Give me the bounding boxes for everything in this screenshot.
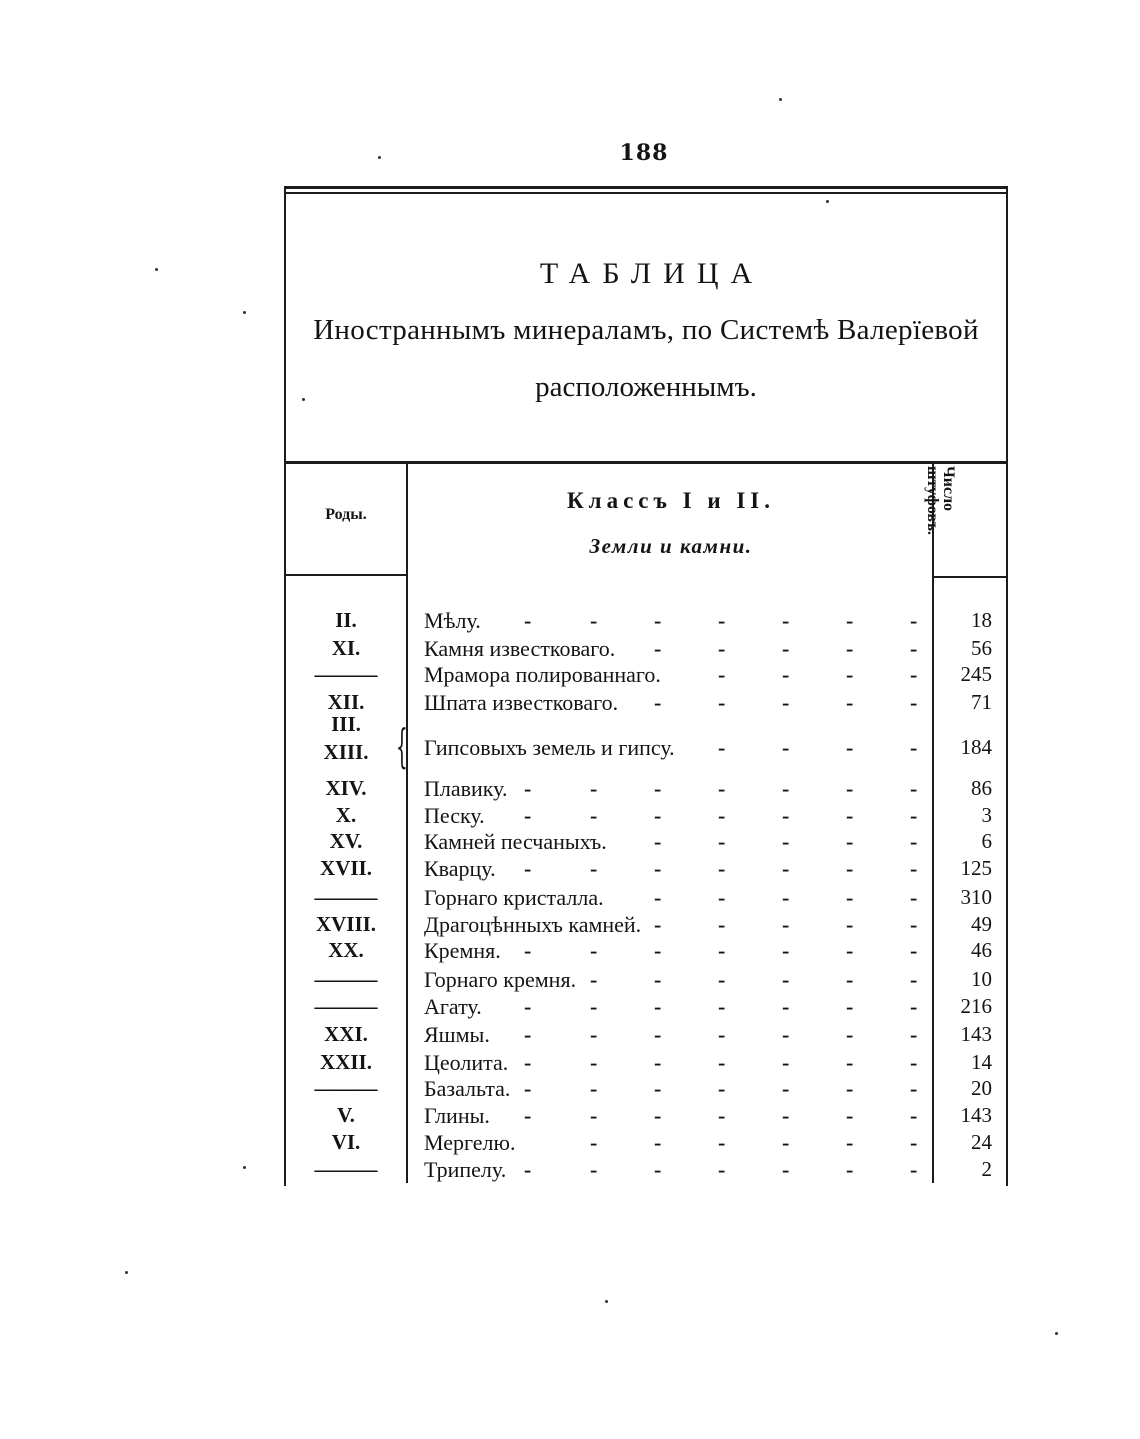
scan-speck (302, 398, 305, 401)
class-subtitle: Земли и камни. (589, 534, 753, 558)
specimen-count: 24 (971, 1130, 992, 1154)
leader-dash: - (846, 829, 854, 854)
leader-dash: - (590, 776, 598, 801)
genus-cell: XVII. (320, 856, 372, 880)
scan-speck (125, 1271, 128, 1274)
leader-dash: - (590, 1022, 598, 1047)
leader-dash: - (524, 1022, 532, 1047)
leader-dash: - (718, 994, 726, 1019)
genus-cell: XV. (329, 829, 363, 853)
mineral-name: Камней песчаныхъ. (424, 829, 607, 854)
leader-dash: - (718, 1050, 726, 1075)
leader-dash: - (524, 856, 532, 881)
table-subtitle-line-2: расположеннымъ. (535, 371, 757, 403)
mineral-name: Драгоцѣнныхъ камней. (424, 912, 642, 937)
leader-dash: - (910, 1076, 918, 1101)
leader-dash: - (910, 1022, 918, 1047)
leader-dash: - (718, 776, 726, 801)
genus-column-header: Роды. (325, 506, 367, 523)
leader-dash: - (782, 829, 790, 854)
leader-dash: - (846, 856, 854, 881)
leader-dash: - (782, 690, 790, 715)
leader-dash: - (846, 1050, 854, 1075)
leader-dash: - (590, 856, 598, 881)
leader-dash: - (718, 829, 726, 854)
scan-speck (605, 1300, 608, 1303)
specimen-count: 56 (971, 636, 992, 660)
leader-dash: - (718, 1130, 726, 1155)
leader-dash: - (590, 967, 598, 992)
leader-dash: - (524, 1050, 532, 1075)
leader-dash: - (718, 856, 726, 881)
specimen-count: 14 (971, 1050, 992, 1074)
specimen-count: 143 (960, 1103, 992, 1127)
leader-dash: - (654, 1157, 662, 1182)
specimen-count: 2 (981, 1157, 992, 1181)
specimen-count: 10 (971, 967, 992, 991)
count-column-header (924, 466, 956, 578)
leader-dash: - (782, 608, 790, 633)
leader-dash: - (910, 967, 918, 992)
mineral-name: Мрамора полированнаго. (424, 662, 661, 687)
leader-dash: - (654, 912, 662, 937)
leader-dash: - (846, 885, 854, 910)
scan-speck (378, 156, 381, 159)
leader-dash: - (718, 636, 726, 661)
leader-dash: - (782, 636, 790, 661)
leader-dash: - (524, 608, 532, 633)
leader-dash: - (846, 1130, 854, 1155)
scan-speck (243, 1166, 246, 1169)
table-row (0, 1103, 1140, 1130)
leader-dash: - (654, 885, 662, 910)
leader-dash: - (718, 885, 726, 910)
scan-speck (243, 311, 246, 314)
table-row (0, 1157, 1140, 1184)
specimen-count: 71 (971, 690, 992, 714)
mineral-name: Мергелю. (424, 1130, 516, 1155)
leader-dash: - (782, 803, 790, 828)
leader-dash: - (782, 1103, 790, 1128)
specimen-count: 6 (981, 829, 992, 853)
table-row (0, 938, 1140, 965)
leader-dash: - (524, 1157, 532, 1182)
leader-dash: - (782, 1157, 790, 1182)
scan-speck (779, 98, 782, 101)
leader-dash: - (910, 636, 918, 661)
leader-dash: - (524, 1076, 532, 1101)
specimen-count: 216 (960, 994, 992, 1018)
genus-cell: ——— (314, 885, 378, 909)
genus-cell: VI. (331, 1130, 361, 1154)
table-row (0, 829, 1140, 856)
genus-cell: XIV. (325, 776, 367, 800)
leader-dash: - (782, 1050, 790, 1075)
specimen-count: 245 (960, 662, 992, 686)
leader-dash: - (910, 803, 918, 828)
leader-dash: - (718, 938, 726, 963)
leader-dash: - (910, 662, 918, 687)
leader-dash: - (910, 885, 918, 910)
leader-dash: - (654, 829, 662, 854)
leader-dash: - (524, 938, 532, 963)
leader-dash: - (524, 1103, 532, 1128)
leader-dash: - (782, 967, 790, 992)
leader-dash: - (524, 803, 532, 828)
leader-dash: - (846, 1076, 854, 1101)
leader-dash: - (590, 1103, 598, 1128)
mineral-name: Кремня. (424, 938, 501, 963)
leader-dash: - (846, 803, 854, 828)
mineral-name: Трипелу. (424, 1157, 507, 1182)
table-row (0, 690, 1140, 717)
mineral-name: Горнаго кристалла. (424, 885, 604, 910)
leader-dash: - (654, 1103, 662, 1128)
leader-dash: - (718, 803, 726, 828)
mineral-name: Агату. (424, 994, 482, 1019)
leader-dash: - (718, 1022, 726, 1047)
mineral-name: Яшмы. (424, 1022, 490, 1047)
leader-dash: - (846, 690, 854, 715)
leader-dash: - (910, 938, 918, 963)
genus-cell: ——— (314, 662, 378, 686)
leader-dash: - (718, 690, 726, 715)
genus-cell: III. (331, 712, 361, 736)
scan-speck (1055, 1332, 1058, 1335)
count-header-line-1: Число (940, 466, 957, 512)
table-row (0, 856, 1140, 883)
grouping-brace: { (396, 719, 408, 773)
leader-dash: - (846, 662, 854, 687)
genus-cell: XIII. (323, 740, 369, 764)
leader-dash: - (590, 608, 598, 633)
count-header-line-2: штуфовъ. (924, 466, 941, 535)
leader-dash: - (846, 967, 854, 992)
leader-dash: - (910, 994, 918, 1019)
mineral-name: Базальта. (424, 1076, 511, 1101)
specimen-count: 86 (971, 776, 992, 800)
leader-dash: - (910, 829, 918, 854)
genus-cell: V. (337, 1103, 355, 1127)
leader-dash: - (846, 776, 854, 801)
table-row (0, 636, 1140, 663)
leader-dash: - (718, 735, 726, 760)
specimen-count: 184 (960, 735, 992, 759)
leader-dash: - (524, 776, 532, 801)
table-row (0, 776, 1140, 803)
specimen-count: 18 (971, 608, 992, 632)
leader-dash: - (782, 776, 790, 801)
leader-dash: - (782, 938, 790, 963)
leader-dash: - (846, 735, 854, 760)
leader-dash: - (846, 608, 854, 633)
genus-cell: X. (335, 803, 357, 827)
leader-dash: - (654, 803, 662, 828)
leader-dash: - (654, 938, 662, 963)
leader-dash: - (718, 912, 726, 937)
specimen-count: 310 (960, 885, 992, 909)
leader-dash: - (910, 776, 918, 801)
leader-dash: - (590, 1130, 598, 1155)
leader-dash: - (718, 1076, 726, 1101)
leader-dash: - (782, 735, 790, 760)
leader-dash: - (846, 1157, 854, 1182)
mineral-name: Цеолита. (424, 1050, 509, 1075)
leader-dash: - (654, 608, 662, 633)
leader-dash: - (590, 938, 598, 963)
mineral-name: Гипсовыхъ земель и гипсу. (424, 735, 675, 760)
leader-dash: - (654, 776, 662, 801)
genus-cell: XI. (331, 636, 361, 660)
leader-dash: - (782, 1130, 790, 1155)
genus-cell: ——— (314, 994, 378, 1018)
mineral-name: Кварцу. (424, 856, 496, 881)
table-row (0, 608, 1140, 635)
leader-dash: - (782, 912, 790, 937)
scan-speck (826, 200, 829, 203)
leader-dash: - (910, 735, 918, 760)
leader-dash: - (718, 608, 726, 633)
table-row (0, 712, 1140, 764)
leader-dash: - (654, 1022, 662, 1047)
leader-dash: - (782, 1022, 790, 1047)
leader-dash: - (590, 1157, 598, 1182)
leader-dash: - (910, 1157, 918, 1182)
leader-dash: - (910, 608, 918, 633)
leader-dash: - (910, 912, 918, 937)
leader-dash: - (654, 856, 662, 881)
table-subtitle-line-1: Иностраннымъ минераламъ, по Системѣ Валерїевой (313, 314, 979, 346)
leader-dash: - (846, 912, 854, 937)
leader-dash: - (654, 1076, 662, 1101)
table-row (0, 803, 1140, 830)
specimen-count: 143 (960, 1022, 992, 1046)
leader-dash: - (910, 856, 918, 881)
leader-dash: - (524, 994, 532, 1019)
table-row (0, 1050, 1140, 1077)
leader-dash: - (910, 1103, 918, 1128)
mineral-name: Камня известковаго. (424, 636, 616, 661)
leader-dash: - (590, 994, 598, 1019)
leader-dash: - (782, 662, 790, 687)
leader-dash: - (846, 994, 854, 1019)
class-title: Классъ I и II. (566, 488, 775, 513)
table-row (0, 967, 1140, 994)
page-number: 188 (619, 140, 669, 166)
table-row (0, 912, 1140, 939)
leader-dash: - (718, 967, 726, 992)
leader-dash: - (782, 994, 790, 1019)
mineral-name: Шпата известковаго. (424, 690, 619, 715)
leader-dash: - (718, 662, 726, 687)
genus-cell: ——— (314, 1076, 378, 1100)
leader-dash: - (590, 1050, 598, 1075)
leader-dash: - (846, 1103, 854, 1128)
leader-dash: - (718, 1157, 726, 1182)
table-row (0, 1076, 1140, 1103)
table-row (0, 885, 1140, 912)
leader-dash: - (654, 690, 662, 715)
mineral-name: Глины. (424, 1103, 490, 1128)
title-box (286, 189, 1006, 464)
leader-dash: - (782, 885, 790, 910)
leader-dash: - (846, 636, 854, 661)
genus-cell: II. (335, 608, 357, 632)
leader-dash: - (846, 938, 854, 963)
specimen-count: 125 (960, 856, 992, 880)
leader-dash: - (654, 636, 662, 661)
genus-cell: XXII. (320, 1050, 372, 1074)
table-row (0, 1022, 1140, 1049)
genus-header-rule (286, 574, 406, 576)
leader-dash: - (590, 803, 598, 828)
leader-dash: - (654, 967, 662, 992)
table-row (0, 1130, 1140, 1157)
genus-cell: XXI. (324, 1022, 368, 1046)
genus-cell: ——— (314, 967, 378, 991)
genus-cell: XX. (328, 938, 364, 962)
leader-dash: - (654, 1050, 662, 1075)
mineral-name: Горнаго кремня. (424, 967, 577, 992)
leader-dash: - (718, 1103, 726, 1128)
specimen-count: 20 (971, 1076, 992, 1100)
table-row (0, 662, 1140, 689)
leader-dash: - (910, 1050, 918, 1075)
mineral-name: Мѣлу. (424, 608, 481, 633)
table-row (0, 994, 1140, 1021)
mineral-name: Песку. (424, 803, 485, 828)
leader-dash: - (654, 1130, 662, 1155)
leader-dash: - (590, 1076, 598, 1101)
leader-dash: - (654, 994, 662, 1019)
leader-dash: - (910, 690, 918, 715)
leader-dash: - (846, 1022, 854, 1047)
leader-dash: - (910, 1130, 918, 1155)
scan-speck (155, 268, 158, 271)
mineral-name: Плавику. (424, 776, 508, 801)
specimen-count: 49 (971, 912, 992, 936)
specimen-count: 46 (971, 938, 992, 962)
genus-cell: XVIII. (315, 912, 377, 936)
leader-dash: - (782, 1076, 790, 1101)
table-title: ТАБЛИЦА (539, 257, 765, 290)
specimen-count: 3 (981, 803, 992, 827)
leader-dash: - (782, 856, 790, 881)
genus-cell: ——— (314, 1157, 378, 1181)
genus-cell: XII. (327, 690, 365, 714)
